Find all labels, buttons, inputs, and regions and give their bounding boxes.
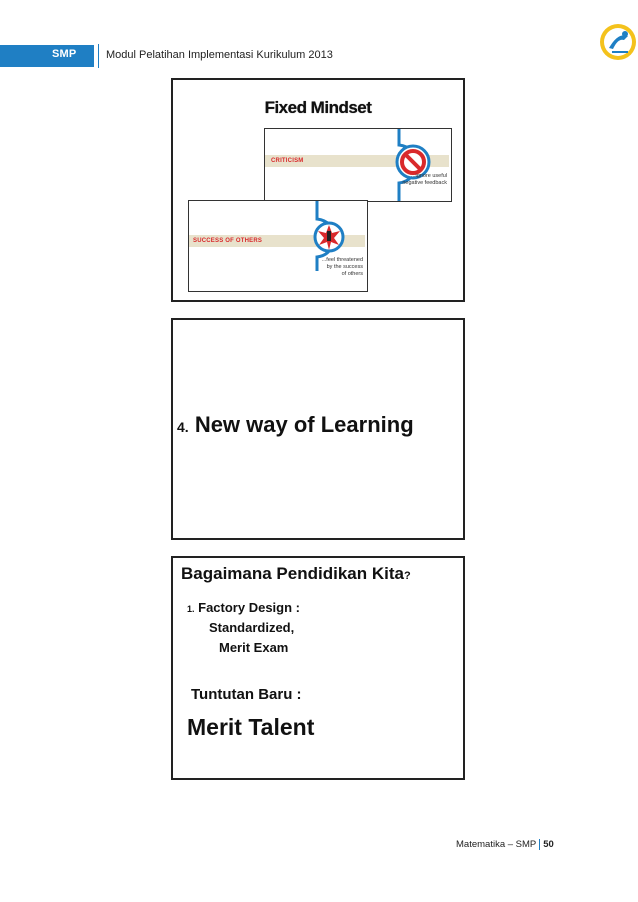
item-sub-line: Standardized, (209, 620, 295, 635)
stop-icon (389, 129, 433, 201)
criticism-card (264, 128, 452, 202)
requirement-value: Merit Talent (187, 714, 315, 740)
heading-number: 4. (177, 419, 189, 435)
footer-subject: Matematika – SMP (456, 839, 537, 851)
heading-text: New way of Learning (194, 412, 414, 437)
slide-new-way (171, 318, 465, 540)
item-label: Factory Design : (198, 600, 300, 615)
slide-heading (177, 412, 414, 438)
title-mark: ? (403, 570, 411, 582)
slide-title (181, 564, 411, 584)
success-note-line: ...feel threatened (321, 257, 363, 263)
criticism-note-line: ...ignore useful (410, 173, 447, 179)
criticism-note-line: negative feedback (402, 180, 447, 186)
success-card (188, 200, 368, 292)
slide-title: Fixed Mindset (264, 98, 372, 117)
success-note (297, 257, 363, 278)
header-badge-label: SMP (52, 48, 77, 60)
success-note-line: of others (341, 271, 363, 277)
criticism-note (385, 173, 447, 187)
success-note-line: by the success (326, 264, 363, 270)
title-text: Bagaimana Pendidikan Kita (181, 564, 404, 583)
header-title: Modul Pelatihan Implementasi Kurikulum 2013 (106, 49, 333, 61)
slide-fixed-mindset (171, 78, 465, 302)
header-divider (98, 44, 99, 68)
slide-pendidikan (171, 556, 465, 780)
requirement-heading: Tuntutan Baru : (191, 686, 302, 703)
item-sub-line: Merit Exam (219, 640, 289, 655)
ministry-logo-icon (598, 22, 638, 62)
header-badge-bar (0, 45, 94, 67)
criticism-label: CRITICISM (271, 158, 304, 164)
page-number: 50 (543, 839, 554, 851)
item-number: 1. (187, 604, 195, 614)
footer-divider (539, 839, 540, 850)
footer (456, 839, 554, 850)
list-item (187, 600, 300, 615)
success-label: SUCCESS OF OTHERS (193, 238, 263, 244)
